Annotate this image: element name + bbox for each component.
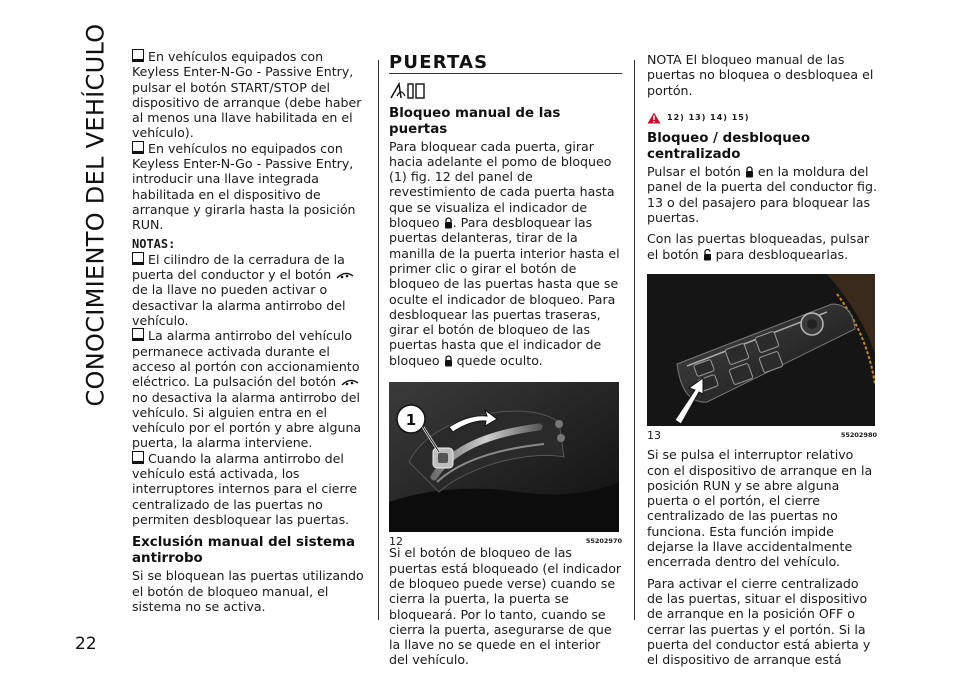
column-divider	[378, 60, 379, 620]
column-1	[132, 49, 364, 614]
column-divider	[634, 60, 635, 620]
figure-13-number: 13	[647, 428, 661, 442]
notes-label: NOTAS:	[132, 236, 176, 251]
paragraph-after-figure-12: Si el botón de bloqueo de las puertas está bloqueado (el indicador de bloqueo puede verse) cuando se cierra la puerta, la puerta se bloqueará. Por lo tanto, cuando se cierra la puerta, asegurarse de que la llave no se quede en el interior del vehículo.	[389, 545, 622, 668]
warning-references	[647, 110, 877, 125]
figure-13-door-switch-panel	[647, 274, 875, 426]
figure-13-caption	[647, 428, 877, 443]
paragraph-nota: NOTA El bloqueo manual de las puertas no bloquea o desbloquea el portón.	[647, 52, 874, 98]
figure-12-door-lock-knob	[389, 382, 619, 532]
column-2	[389, 52, 622, 668]
heading-manual-lock: Bloqueo manual de las puertas	[389, 105, 561, 137]
note-2: La alarma antirrobo del vehículo permanece activada durante el acceso al portón con accionamiento eléctrico. La pulsación del botón no desactiva la alarma antirrobo del vehículo. Si alguien entra en el vehículo por el portón y abre alguna puerta, la alarma interviene.	[132, 328, 364, 450]
lock-icon	[444, 355, 453, 367]
note-3: Cuando la alarma antirrobo del vehículo está activada, los interruptores internos para el cierre centralizado de las puertas no permiten desbloquear las puertas.	[132, 451, 364, 527]
lock-icon	[444, 217, 453, 229]
door-section-icon	[389, 80, 427, 100]
side-chapter-title: CONOCIMIENTO DEL VEHÍCULO	[81, 23, 109, 407]
paragraph-central-unlock: Con las puertas bloqueadas, pulsar el botón para desbloquearlas.	[647, 231, 870, 262]
figure-12-number: 12	[389, 535, 403, 549]
figure-13-code: 55202980	[840, 430, 877, 439]
page-number: 22	[75, 634, 97, 654]
heading-central-lock: Bloqueo / desbloqueo centralizado	[647, 131, 811, 163]
lock-icon	[745, 166, 754, 178]
paragraph-manual-exclusion: Si se bloquean las puertas utilizando el botón de bloqueo manual, el sistema no se activa.	[132, 568, 364, 614]
figure-12-code: 55202970	[585, 537, 622, 546]
warning-triangle-icon	[647, 112, 661, 124]
section-icon-row	[389, 80, 622, 103]
door-lock-knob-photo	[389, 382, 619, 532]
heading-manual-exclusion: Exclusión manual del sistema antirrobo	[132, 535, 356, 567]
paragraph-manual-lock: Para bloquear cada puerta, girar hacia adelante el pomo de bloqueo (1) fig. 12 del panel de revestimiento de cada puerta hasta que se visualiza el indicador de bloqueo . Para desbloquear las puertas delanteras, tirar de la manilla de la puerta interior hasta el primer clic o girar el botón de bloqueo de las puertas hasta que se oculte el indicador de bloqueo. Para desbloquear las puertas traseras, girar el botón de bloqueo de las puertas hasta que el indicador de bloqueo quede oculto.	[389, 138, 620, 368]
figure-callout-1: 1	[405, 411, 417, 430]
paragraph-run-position: Si se pulsa el interruptor relativo con el dispositivo de arranque en la posición RUN y se abre alguna puerta o el portón, el cierre centralizado de las puertas no funciona. Esta función impide dejarse la llave accidentalmente encerrada dentro del vehículo.	[647, 447, 873, 570]
paragraph-activate: Para activar el cierre centralizado de las puertas, situar el dispositivo de arranque en la posición OFF o cerrar las puertas y el portón. Si la puerta del conductor está abierta y el dispositivo de arranque está	[647, 575, 871, 668]
key-fob-icon	[340, 378, 360, 388]
key-fob-icon	[335, 271, 355, 281]
note-1: El cilindro de la cerradura de la puerta del conductor y el botón de la llave no pueden activar o desactivar la alarma antirrobo del vehículo.	[132, 252, 364, 328]
unlock-icon	[703, 249, 712, 261]
paragraph-no-keyless: En vehículos no equipados con Keyless Enter-N-Go - Passive Entry, introducir una llave integrada habilitada en el dispositivo de arranque y girarla hasta la posición RUN.	[132, 141, 364, 233]
column-3	[647, 52, 877, 667]
paragraph-central-lock: Pulsar el botón en la moldura del panel de la puerta del conductor fig. 13 o del pasajero para bloquear las puertas.	[647, 164, 877, 226]
warning-reference-numbers: 12) 13) 14) 15)	[667, 112, 750, 122]
door-switch-panel-photo	[647, 274, 875, 426]
paragraph-keyless: En vehículos equipados con Keyless Enter-N-Go - Passive Entry, pulsar el botón START/STOP del dispositivo de arranque (debe haber al menos una llave habilitada en el vehículo).	[132, 49, 364, 141]
section-title-puertas: PUERTAS	[389, 55, 622, 74]
